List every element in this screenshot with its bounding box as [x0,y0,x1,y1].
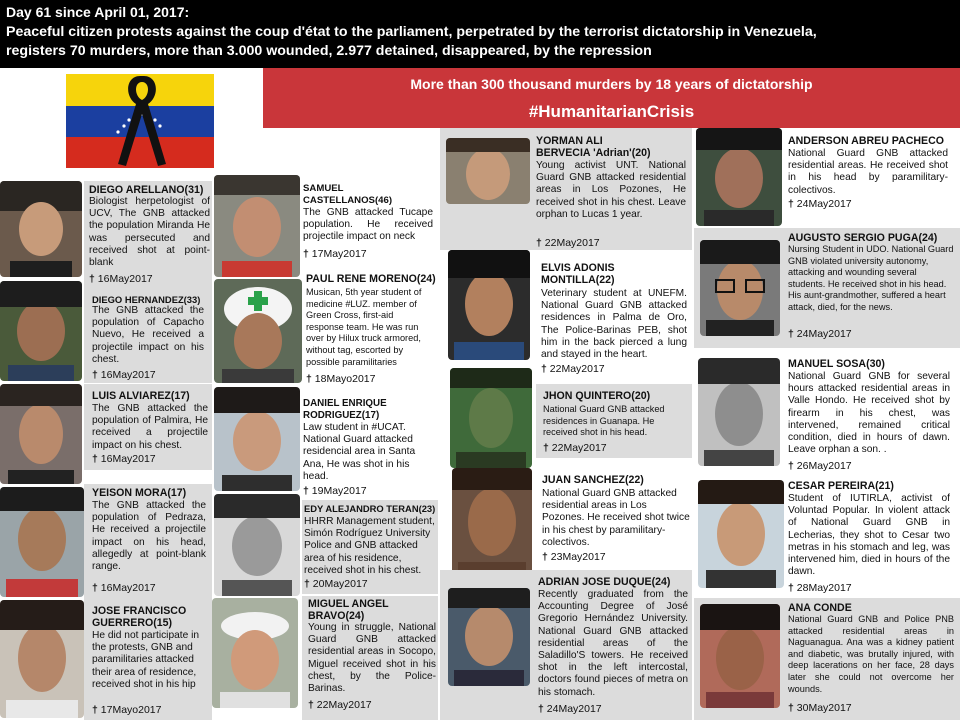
victim-description: Recently graduated from the Accounting Degree of José Gregorio Hernández University. National Guard GNB attacked residential areas of the Saladillo'S towers. He received shot in the left intercostal, doctors found pieces of metra on his stomach. [538,589,688,698]
header-stats-line: registers 70 murders, more than 3.000 wounded, 2.977 detained, disappeared, by the repression [6,43,652,59]
header-protest-line: Peaceful citizen protests against the coup d'état to the parliament, perpetrated by the terrorist dictatorship in Venezuela, [6,24,817,40]
venezuela-flag-mourning-icon [66,74,214,168]
victim-photo [214,279,302,383]
victim-death-date: † 22May2017 [541,363,605,376]
victim-death-date: † 16May2017 [92,369,156,382]
victim-name: EDY ALEJANDRO TERAN(23) [304,503,436,514]
victim-photo [214,387,300,491]
victim-death-date: † 26May2017 [788,460,852,473]
victim-photo [212,598,298,708]
header-day-line: Day 61 since April 01, 2017: [6,4,190,20]
victim-photo [700,604,780,708]
victim-description: Young activist UNT. National Guard GNB attacked residential areas in Los Pozones, He received shot in his chest. Leave orphan to Lucas 1 year. [536,160,686,220]
victim-death-date: † 23May2017 [542,551,606,564]
victim-description: The GNB attacked Tucape population. He received projectile impact on neck [303,207,433,243]
victim-death-date: † 28May2017 [788,582,852,595]
victim-name: DIEGO HERNANDEZ(33) [92,294,201,305]
banner-hashtag: #HumanitarianCrisis [528,102,695,121]
victim-death-date: † 22May2017 [308,699,372,712]
header [0,0,960,68]
victim-death-date: † 22May2017 [536,237,600,250]
victim-photo [452,468,532,578]
victim-description: National Guard GNB attacked residences in Guanapa. He received shot in his head. [543,404,665,438]
victim-name: PAUL RENE MORENO(24) [306,273,436,285]
victim-photo [0,384,82,484]
victim-death-date: † 17May2017 [303,248,367,261]
victim-name: YORMAN ALI BERVECIA 'Adrian'(20) [536,135,651,159]
victim-photo [700,240,780,336]
victim-description: National Guard GNB and Police PNB attacked residential areas in Naguanagua. Ana was a kidney patient and diabetic, was brutally injured, with deep lacerations on her face, 28 days later she could not overcome her wounds. [788,614,954,694]
victim-description: Young in struggle, National Guard GNB attacked residential areas in Socopo, Miguel received shot in his chest, by the Police-Barinas. [308,622,436,695]
victim-death-date: † 20May2017 [304,578,368,591]
victim-death-date: † 17Mayo2017 [92,704,161,717]
victim-photo [214,494,300,596]
victim-name: YEISON MORA(17) [92,487,187,499]
victim-description: He did not participate in the protests, GNB and paramilitaries attacked their area of residence, received shot in his hip [92,630,200,690]
victim-description: National Guard GNB for several hours attacked residential areas in Valle Hondo. He received shot by firearm in his chest, was intervened, remained critical condition, died in hours of dawn. Leave orphan a son. . [788,371,950,456]
victim-death-date: † 30May2017 [788,702,852,715]
victim-description: The GNB attacked the population of Capacho Nuevo, He received a projectile impact on his chest. [92,305,204,365]
victim-description: Veterinary student at UNEFM. National Guard GNB attacked residences in Palma de Oro, The Police-Barinas PEB, shot him in the back pierced a lung and stayed in the heart. [541,288,687,361]
victim-photo [214,175,300,277]
victim-photo [450,368,532,468]
victim-death-date: † 19May2017 [303,485,367,498]
victim-photo [448,250,530,360]
victim-description: Nursing Student in UDO. National Guard GNB violated university autonomy, attacking and wounding several students. He received shot in his head. His aunt-grandmother, suffered a heart attack, died, for the news. [788,244,954,312]
victim-description: HHRR Management student, Simón Rodríguez University Police and GNB attacked area of his residence, received shot in his chest. [304,516,435,576]
victim-death-date: † 24May2017 [538,703,602,716]
victim-name: SAMUEL CASTELLANOS(46) [303,183,393,206]
victim-death-date: † 22May2017 [543,442,607,455]
victim-death-date: † 24May2017 [788,328,852,341]
victim-name: DANIEL ENRIQUE RODRIGUEZ(17) [303,398,387,421]
victim-photo [0,281,82,381]
victim-name: MANUEL SOSA(30) [788,358,885,370]
victim-description: National Guard GNB attacked residential areas in Los Pozones. He received shot twice in his chest by paramilitary-colectivos. [542,488,690,548]
victim-death-date: † 18Mayo2017 [306,373,375,386]
victim-name: ADRIAN JOSE DUQUE(24) [538,576,671,588]
victim-photo [698,358,780,466]
victim-description: Biologist herpetologist of UCV, The GNB attacked the population Miranda He was persecuted and received shot at point-blank [89,196,210,269]
victim-photo [0,181,82,277]
victim-photo [0,487,84,597]
victim-name: ELVIS ADONIS MONTILLA(22) [541,262,615,286]
victim-name: JHON QUINTERO(20) [543,390,651,402]
victim-description: Student of IUTIRLA, activist of Voluntad Popular. In violent attack of National Guard GNB in Lecherias, they shot to Cesar two metras in his stomach and leg, was intervened him, died in hours of the dawn. [788,493,950,578]
victim-description: Law student in #UCAT. National Guard attacked residencial area in Santa Ana, He was shot in his head. [303,422,416,482]
victim-death-date: † 16May2017 [92,582,156,595]
victim-name: JUAN SANCHEZ(22) [542,474,644,486]
victim-photo [448,588,530,686]
victim-description: National Guard GNB attacked residential areas. He received shot in his head by paramilitary-colectivos. [788,148,948,196]
victim-description: The GNB attacked the population of Pedraza, He received a projectile impact on his head, allegedly at point-blank range. [92,500,206,573]
red-banner [263,68,960,128]
victim-description: Musican, 5th year student of medicine #LUZ. member of Green Cross, first-aid response team. He was run over by Hilux truck armored, without tag, escorted by possible paramilitaries [306,287,422,367]
victim-photo [0,600,84,718]
victim-name: ANA CONDE [788,602,852,614]
victim-death-date: † 16May2017 [89,273,153,286]
victim-description: The GNB attacked the population of Palmira, He received a projectile impact on his chest. [92,403,208,451]
victim-name: MIGUEL ANGEL BRAVO(24) [308,598,389,622]
victim-name: AUGUSTO SERGIO PUGA(24) [788,232,938,244]
banner-headline: More than 300 thousand murders by 18 years of dictatorship [410,76,813,92]
victim-name: LUIS ALVIAREZ(17) [92,390,190,402]
victim-photo [696,128,782,226]
victim-photo [446,138,530,204]
victim-name: JOSE FRANCISCO GUERRERO(15) [92,605,187,629]
victim-photo [698,480,784,588]
victim-name: DIEGO ARELLANO(31) [89,184,204,196]
victim-name: ANDERSON ABREU PACHECO [788,135,944,147]
victim-death-date: † 24May2017 [788,198,852,211]
victim-name: CESAR PEREIRA(21) [788,480,894,492]
victim-death-date: † 16May2017 [92,453,156,466]
